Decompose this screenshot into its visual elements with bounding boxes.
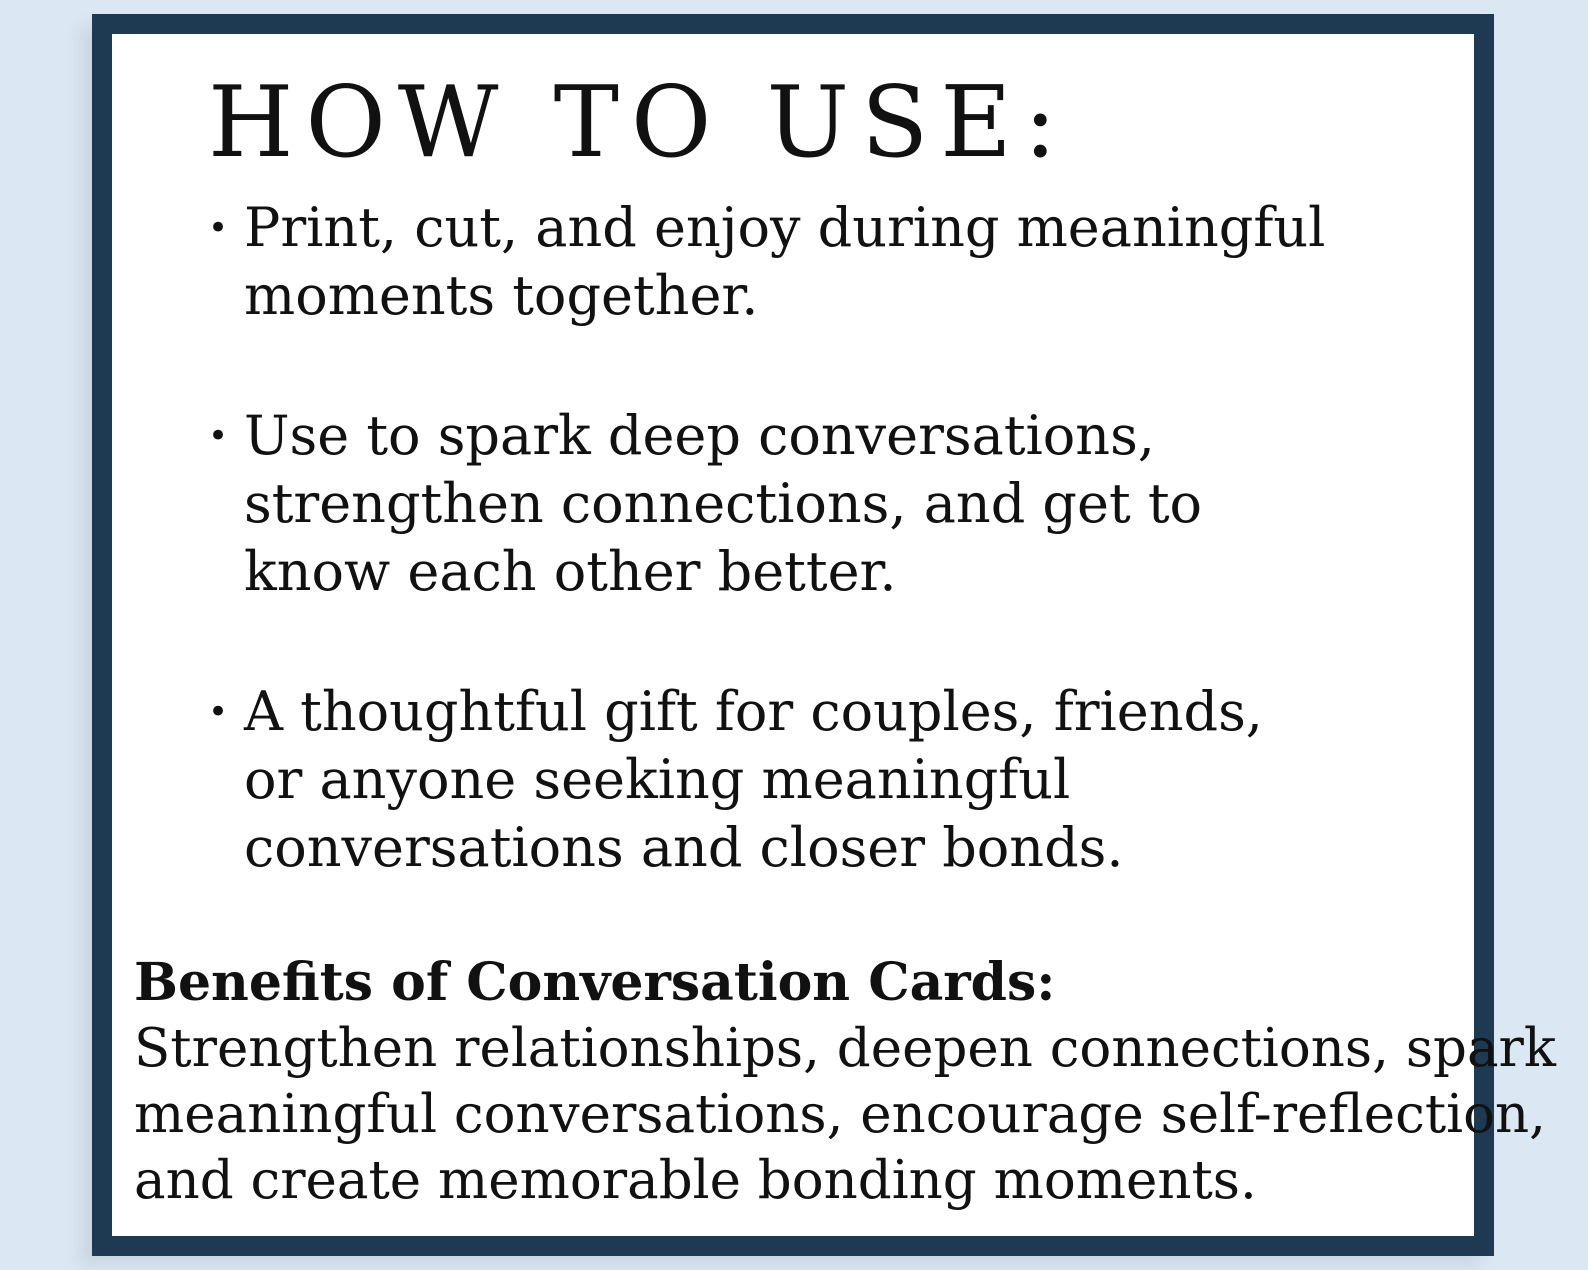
benefits-line: Strengthen relationships, deepen connections, spark: [134, 1018, 1556, 1079]
benefits-line: meaningful conversations, encourage self-reflection,: [134, 1084, 1546, 1145]
usage-list: [208, 194, 1325, 882]
bullet-icon: •: [208, 692, 229, 732]
usage-line: A thoughtful gift for couples, friends,: [244, 680, 1263, 743]
usage-line: or anyone seeking meaningful: [244, 748, 1071, 811]
usage-line: know each other better.: [244, 540, 897, 603]
usage-item-print: [208, 194, 1325, 330]
usage-line: moments together.: [244, 264, 759, 327]
usage-line: conversations and closer bonds.: [244, 816, 1124, 879]
bullet-icon: •: [208, 416, 229, 456]
benefits-section: [134, 950, 1556, 1214]
usage-item-conversations: [208, 402, 1325, 606]
usage-item-gift: [208, 678, 1325, 882]
card-title: HOW TO USE:: [208, 66, 1069, 180]
instruction-card: [92, 14, 1556, 1256]
bullet-icon: •: [208, 208, 229, 248]
usage-line: Use to spark deep conversations,: [244, 404, 1155, 467]
usage-line: strengthen connections, and get to: [244, 472, 1203, 535]
benefits-line: and create memorable bonding moments.: [134, 1150, 1257, 1211]
usage-line: Print, cut, and enjoy during meaningful: [244, 196, 1326, 259]
benefits-heading: Benefits of Conversation Cards:: [134, 952, 1056, 1013]
